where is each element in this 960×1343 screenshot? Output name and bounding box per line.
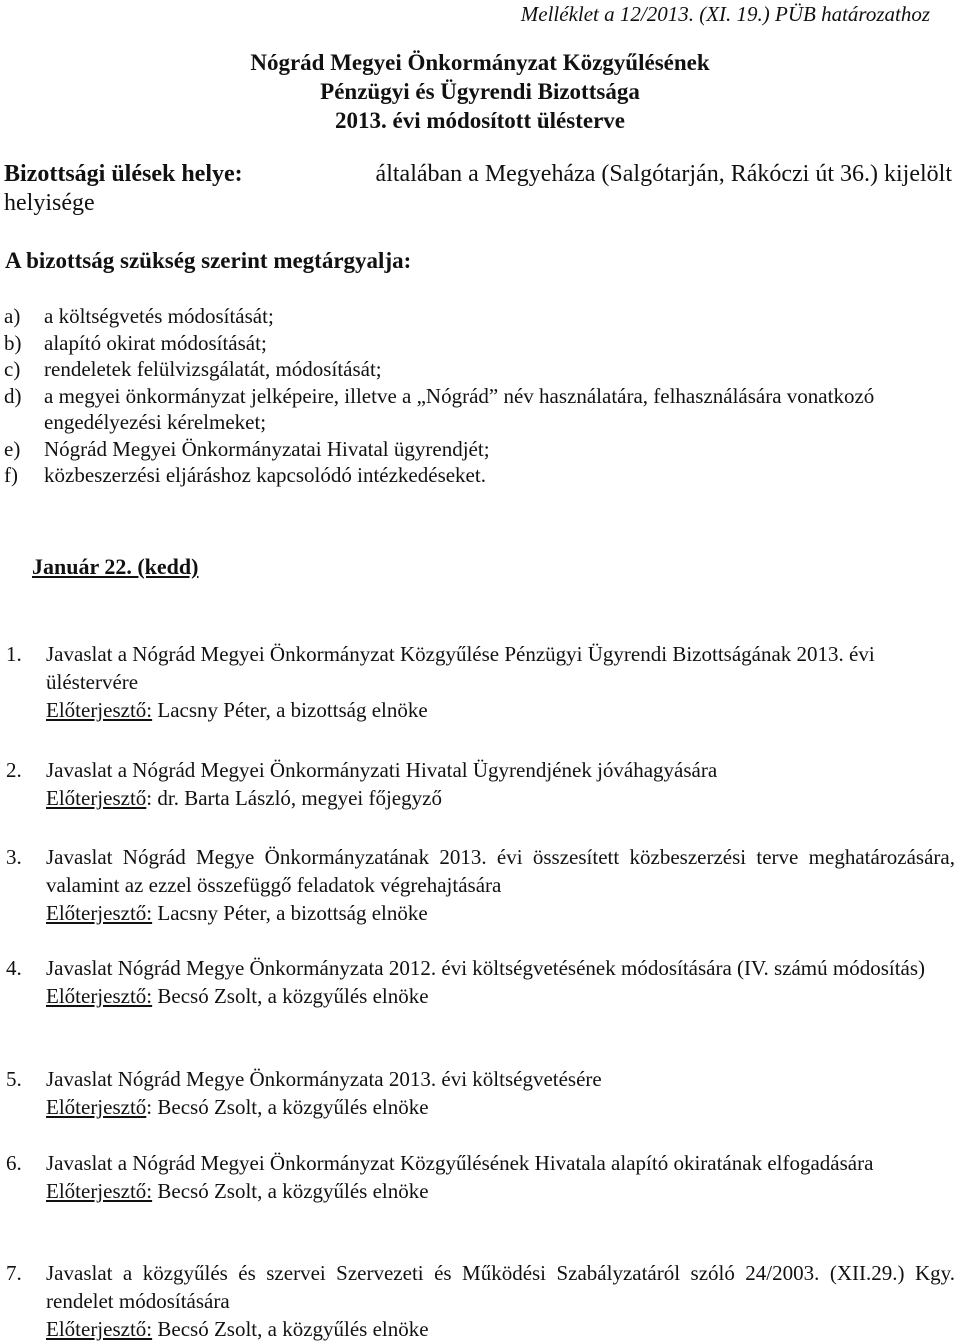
title-line-3: 2013. évi módosított ülésterve [335, 108, 625, 133]
presenter-name: Lacsny Péter, a bizottság elnöke [157, 901, 428, 925]
agenda-item-body [46, 640, 955, 724]
topic-letter: d) [4, 383, 22, 408]
agenda-item-number: 7. [6, 1261, 22, 1285]
agenda-item [0, 756, 955, 812]
presenter-label: Előterjesztő: [46, 1179, 153, 1203]
topic-letter: c) [4, 357, 21, 381]
agenda-item-body [46, 954, 955, 1010]
presenter-label: Előterjesztő: [46, 984, 153, 1008]
agenda-item-body [46, 1259, 955, 1343]
topic-text: alapító okirat módosítását; [44, 330, 267, 355]
agenda-item-text: Javaslat Nógrád Megye Önkormányzatának 2013. évi összesített közbeszerzési terve meghatározására, valamint az ezzel összefüggő feladatok végrehajtására [46, 845, 955, 897]
topic-letter: f) [4, 463, 18, 487]
presenter-name: Becsó Zsolt, a közgyűlés elnöke [157, 984, 429, 1008]
agenda-item [0, 640, 955, 724]
agenda-item-body [46, 1065, 955, 1121]
agenda-item-text: Javaslat a közgyűlés és szervei Szervezeti és Működési Szabályzatáról szóló 24/2003. (XII.29.) Kgy. rendelet módosítására [46, 1261, 955, 1313]
presenter-label: Előterjesztő: [46, 698, 153, 722]
presenter-name: : dr. Barta László, megyei főjegyző [146, 786, 442, 810]
agenda-item [0, 1259, 955, 1343]
meeting-date: Január 22. (kedd) [32, 554, 199, 579]
agenda-item-number: 1. [6, 642, 22, 666]
list-item [4, 436, 949, 463]
presenter-name: Becsó Zsolt, a közgyűlés elnöke [157, 1317, 429, 1341]
agenda-item-presenter [46, 1315, 955, 1343]
agenda-item-body [46, 843, 955, 927]
presenter-label: Előterjesztő [46, 1095, 147, 1119]
list-item [4, 330, 949, 357]
topic-letter: a) [4, 304, 21, 328]
list-item [4, 303, 949, 330]
agenda-item-presenter [46, 1177, 955, 1205]
topics-heading: A bizottság szükség szerint megtárgyalja: [5, 248, 412, 273]
topic-letter: b) [4, 330, 22, 355]
list-item [4, 356, 949, 383]
agenda-item-body [46, 756, 955, 812]
topic-text: a megyei önkormányzat jelképeire, illetve a „Nógrád” név használatára, felhasználására vonatkozó engedélyezési kérelmeket; [44, 383, 875, 434]
presenter-label: Előterjesztő [46, 786, 147, 810]
title-line-1: Nógrád Megyei Önkormányzat Közgyűlésének [250, 50, 710, 75]
agenda-item [0, 1149, 955, 1205]
agenda-item-number: 5. [6, 1067, 22, 1091]
agenda-item-text: Javaslat Nógrád Megye Önkormányzata 2012. évi költségvetésének módosítására (IV. számú módosítás) [46, 956, 926, 980]
topic-text: Nógrád Megyei Önkormányzatai Hivatal ügyrendjét; [44, 436, 490, 461]
document-title [0, 48, 960, 135]
annex-reference: Melléklet a 12/2013. (XI. 19.) PÜB határozathoz [520, 2, 930, 26]
list-item [4, 383, 949, 436]
location-text-line-2: helyisége [4, 190, 95, 216]
agenda-item-presenter [46, 982, 955, 1010]
presenter-name: : Becsó Zsolt, a közgyűlés elnöke [146, 1095, 429, 1119]
topic-text: közbeszerzési eljáráshoz kapcsolódó intézkedéseket. [44, 463, 486, 487]
topic-letter: e) [4, 436, 21, 461]
agenda-item-number: 6. [6, 1151, 22, 1175]
presenter-name: Becsó Zsolt, a közgyűlés elnöke [157, 1179, 429, 1203]
agenda-item-text: Javaslat a Nógrád Megyei Önkormányzat Közgyűlése Pénzügyi Ügyrendi Bizottságának 2013. évi üléstervére [46, 642, 875, 694]
topic-text: a költségvetés módosítását; [44, 304, 274, 328]
list-item [4, 462, 949, 489]
meeting-location [4, 160, 952, 218]
agenda-item-number: 4. [6, 956, 22, 980]
agenda-item-presenter [46, 696, 955, 724]
presenter-label: Előterjesztő: [46, 1317, 153, 1341]
agenda-item-number: 2. [6, 758, 22, 782]
title-line-2: Pénzügyi és Ügyrendi Bizottsága [320, 79, 640, 104]
agenda-item-presenter [46, 1093, 955, 1121]
location-text-line-1: általában a Megyeháza (Salgótarján, Rákóczi út 36.) kijelölt [375, 161, 952, 187]
agenda-item [0, 1065, 955, 1121]
location-label: Bizottsági ülések helye: [4, 161, 243, 187]
topic-text: rendeletek felülvizsgálatát, módosítását; [44, 357, 382, 381]
presenter-name: Lacsny Péter, a bizottság elnöke [157, 698, 428, 722]
agenda-item-text: Javaslat a Nógrád Megyei Önkormányzati Hivatal Ügyrendjének jóváhagyására [46, 758, 718, 782]
agenda-item-text: Javaslat a Nógrád Megyei Önkormányzat Közgyűlésének Hivatala alapító okiratának elfogadására [46, 1151, 874, 1175]
agenda-item [0, 954, 955, 1010]
agenda-item [0, 843, 955, 927]
agenda-item-presenter [46, 784, 955, 812]
topics-list [4, 303, 949, 489]
agenda-item-text: Javaslat Nógrád Megye Önkormányzata 2013. évi költségvetésére [46, 1067, 602, 1091]
agenda-item-number: 3. [6, 845, 22, 869]
presenter-label: Előterjesztő: [46, 901, 153, 925]
agenda-item-presenter [46, 899, 955, 927]
agenda-item-body [46, 1149, 955, 1205]
